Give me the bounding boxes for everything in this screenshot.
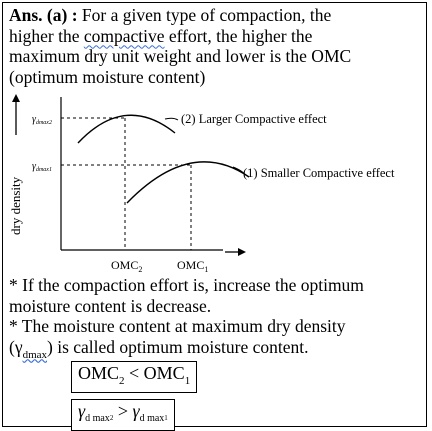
gamma-comparison-box: $\gamma_{d max}2 > \gamma_{d max}1$ bbox=[71, 399, 175, 431]
answer-line-4: (optimum moisture content) bbox=[9, 66, 206, 87]
compaction-curve-graph bbox=[3, 85, 425, 275]
gamma-dmax-symbol: $(\gamma_{dmax})$ bbox=[9, 336, 53, 361]
curve-smaller-compactive bbox=[127, 162, 249, 203]
note-line-1: * If the compaction effort is, increase the optimum bbox=[9, 275, 364, 295]
label-smaller-compactive: (1) Smaller Compactive effect bbox=[243, 166, 395, 180]
x-tick-omc1: $OMC_1$ bbox=[177, 258, 209, 274]
note-line-2: moisture content is decrease. bbox=[9, 295, 212, 316]
leader-curve-2 bbox=[165, 118, 178, 120]
answer-label: Ans. (a) : bbox=[9, 5, 78, 25]
spellcheck-word: compactive bbox=[83, 25, 165, 46]
y-tick-gdmax1: $\gamma_{dmax1}$ bbox=[32, 161, 52, 173]
y-tick-gdmax2: $\gamma_{dmax2}$ bbox=[32, 114, 52, 126]
notes-paragraph bbox=[9, 275, 423, 365]
answer-line-2: higher the compactive effort, the higher the bbox=[9, 25, 313, 46]
y-axis-label: dry density bbox=[8, 176, 23, 235]
omc-comparison-box: $OMC_2 < OMC_1$ bbox=[71, 361, 197, 393]
answer-line-1: Ans. (a) : For a given type of compaction, the bbox=[9, 5, 332, 25]
note-line-4: $(\gamma_{dmax})$ is called optimum moisture content. bbox=[9, 336, 309, 361]
curve-larger-compactive bbox=[78, 115, 175, 143]
answer-paragraph bbox=[9, 5, 423, 87]
label-larger-compactive: (2) Larger Compactive effect bbox=[181, 112, 327, 126]
answer-line-3: maximum dry unit weight and lower is the OMC bbox=[9, 46, 352, 66]
x-tick-omc2: $OMC_2$ bbox=[111, 258, 143, 274]
answer-panel bbox=[2, 2, 427, 427]
y-arrow-head bbox=[12, 94, 20, 102]
note-line-3: * The moisture content at maximum dry density bbox=[9, 316, 346, 336]
x-arrow-head bbox=[238, 248, 246, 256]
